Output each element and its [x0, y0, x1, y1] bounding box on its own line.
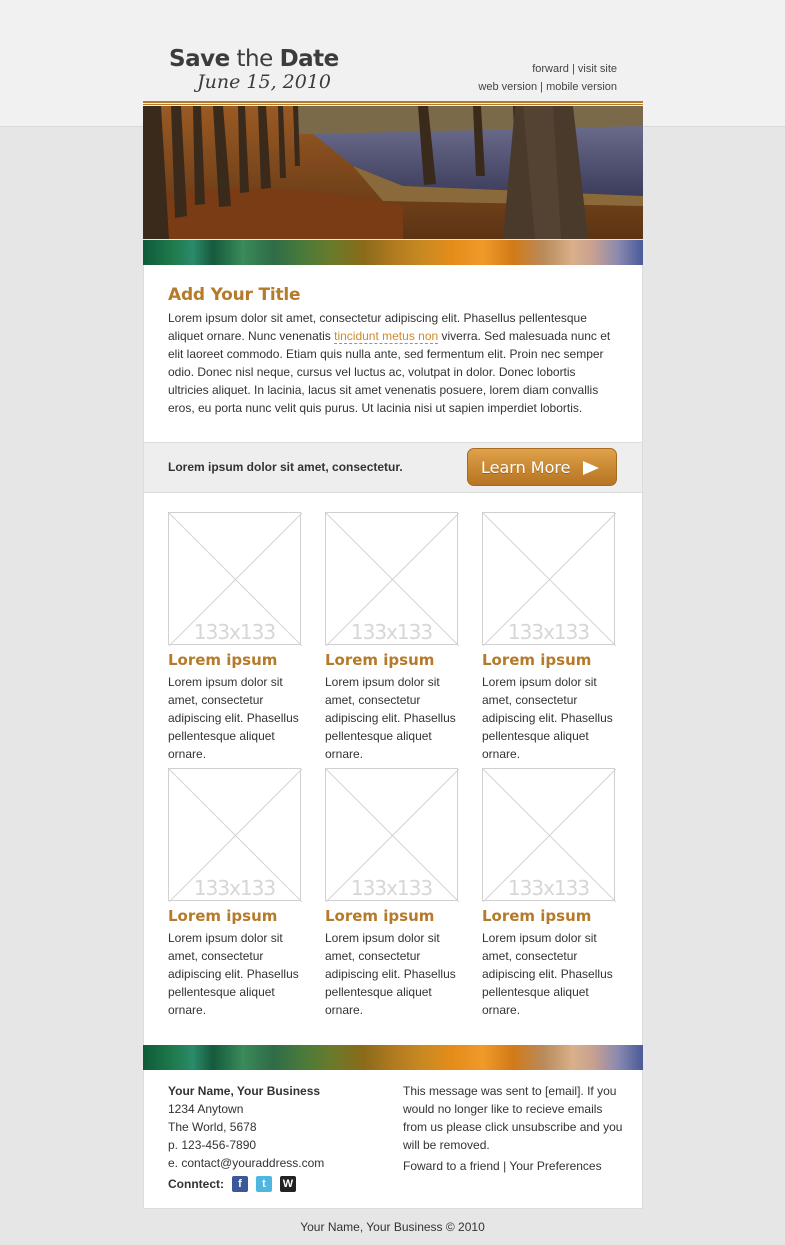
- placeholder-size-label: 133x133: [193, 876, 276, 900]
- save-the-date-logo: [169, 45, 339, 93]
- image-placeholder: [168, 768, 301, 901]
- arrow-right-icon: [583, 461, 599, 475]
- image-placeholder: [482, 768, 615, 901]
- item-text: Lorem ipsum dolor sit amet, consectetur adipiscing elit. Phasellus pellentesque aliquet ornare.: [325, 931, 456, 1017]
- connect-label: Conntect:: [168, 1177, 224, 1191]
- email-header: [143, 0, 643, 104]
- web-version-link[interactable]: web version: [478, 81, 538, 93]
- placeholder-size-label: 133x133: [507, 620, 590, 644]
- header-links: [478, 60, 617, 96]
- color-stripe-top: [143, 240, 643, 265]
- email-address: e. contact@youraddress.com: [168, 1156, 325, 1170]
- product-card: [325, 768, 459, 1019]
- item-title: Lorem ipsum: [168, 907, 278, 925]
- image-placeholder: [482, 512, 615, 645]
- item-title: Lorem ipsum: [482, 651, 592, 669]
- phone-number: p. 123-456-7890: [168, 1138, 257, 1152]
- learn-more-button[interactable]: [467, 448, 617, 486]
- intro-paragraph: [168, 309, 618, 417]
- product-card: [168, 512, 302, 763]
- placeholder-size-label: 133x133: [507, 876, 590, 900]
- item-text: Lorem ipsum dolor sit amet, consectetur adipiscing elit. Phasellus pellentesque aliquet ornare.: [325, 675, 456, 761]
- logo-word-date: Date: [279, 46, 339, 72]
- copyright: Your Name, Your Business © 2010: [300, 1220, 485, 1234]
- item-text: Lorem ipsum dolor sit amet, consectetur adipiscing elit. Phasellus pellentesque aliquet ornare.: [168, 931, 299, 1017]
- logo-word-the: the: [236, 46, 273, 72]
- forward-to-friend-link[interactable]: Foward to a friend: [403, 1159, 500, 1173]
- item-text: Lorem ipsum dolor sit amet, consectetur adipiscing elit. Phasellus pellentesque aliquet ornare.: [482, 931, 613, 1017]
- intro-text-start: Lorem ipsum dolor sit amet, consectetur adipiscing elit. Phasellus pellentesque aliquet ornare. Nunc venenatis: [168, 311, 587, 343]
- item-text: Lorem ipsum dolor sit amet, consectetur adipiscing elit. Phasellus pellentesque aliquet ornare.: [482, 675, 613, 761]
- image-placeholder: [325, 512, 458, 645]
- intro-text-end: viverra. Sed malesuada nunc et elit laoreet commodo. Etiam quis nulla ante, sed fermentum elit. Proin nec semper odio. Donec nisl neque, cursus vel luctus ac, volutpat in dolor. Donec lobortis ultricies aliquet. In lacinia, lacus sit amet venenatis posuere, lorem diam convallis eros, eu porta nunc velit quis purus. Ut lacinia nisi ut sapien imperdiet lobortis.: [168, 329, 611, 415]
- footer-links: [403, 1159, 602, 1173]
- product-card: [482, 512, 616, 763]
- color-stripe-bottom: [143, 1045, 643, 1070]
- inline-link[interactable]: tincidunt metus non: [334, 329, 439, 343]
- address-block: [168, 1082, 324, 1172]
- cta-text: Lorem ipsum dolor sit amet, consectetur.: [168, 460, 403, 474]
- item-title: Lorem ipsum: [325, 907, 435, 925]
- social-connect: [168, 1176, 296, 1192]
- cta-band: [144, 442, 642, 493]
- intro-section: [168, 285, 618, 417]
- item-title: Lorem ipsum: [168, 651, 278, 669]
- twitter-icon[interactable]: t: [256, 1176, 272, 1192]
- forward-link[interactable]: forward: [532, 63, 569, 75]
- product-card: [168, 768, 302, 1019]
- image-placeholder: [325, 768, 458, 901]
- placeholder-size-label: 133x133: [193, 620, 276, 644]
- link-separator: |: [571, 63, 575, 75]
- header-rule-thin: [143, 104, 643, 105]
- business-name: Your Name, Your Business: [168, 1084, 321, 1098]
- placeholder-size-label: 133x133: [350, 876, 433, 900]
- visit-site-link[interactable]: visit site: [577, 63, 617, 75]
- placeholder-size-label: 133x133: [350, 620, 433, 644]
- email-container: [143, 0, 643, 1191]
- email-footer: [143, 1070, 643, 1209]
- logo-word-save: Save: [169, 46, 230, 72]
- section-title: Add Your Title: [168, 285, 301, 305]
- mobile-version-link[interactable]: mobile version: [546, 81, 617, 93]
- main-content: [143, 265, 643, 1045]
- street-address: 1234 Anytown: [168, 1102, 244, 1116]
- city-address: The World, 5678: [168, 1120, 257, 1134]
- header-rule: [143, 101, 643, 103]
- item-text: Lorem ipsum dolor sit amet, consectetur adipiscing elit. Phasellus pellentesque aliquet ornare.: [168, 675, 299, 761]
- hero-forest-illustration: [143, 106, 643, 239]
- link-separator: |: [503, 1159, 507, 1173]
- wordpress-icon[interactable]: W: [280, 1176, 296, 1192]
- hero-forest-image: [143, 106, 643, 239]
- image-placeholder: [168, 512, 301, 645]
- product-card: [482, 768, 616, 1019]
- link-separator: |: [540, 81, 544, 93]
- event-date: June 15, 2010: [197, 71, 331, 93]
- product-card: [325, 512, 459, 763]
- item-title: Lorem ipsum: [482, 907, 592, 925]
- social-icons: [224, 1176, 296, 1192]
- preferences-link[interactable]: Your Preferences: [509, 1159, 602, 1173]
- facebook-icon[interactable]: f: [232, 1176, 248, 1192]
- unsubscribe-notice: This message was sent to [email]. If you would no longer like to recieve emails from us please click unsubscribe and you will be removed.: [403, 1084, 623, 1152]
- item-title: Lorem ipsum: [325, 651, 435, 669]
- learn-more-label: Learn More: [481, 458, 571, 477]
